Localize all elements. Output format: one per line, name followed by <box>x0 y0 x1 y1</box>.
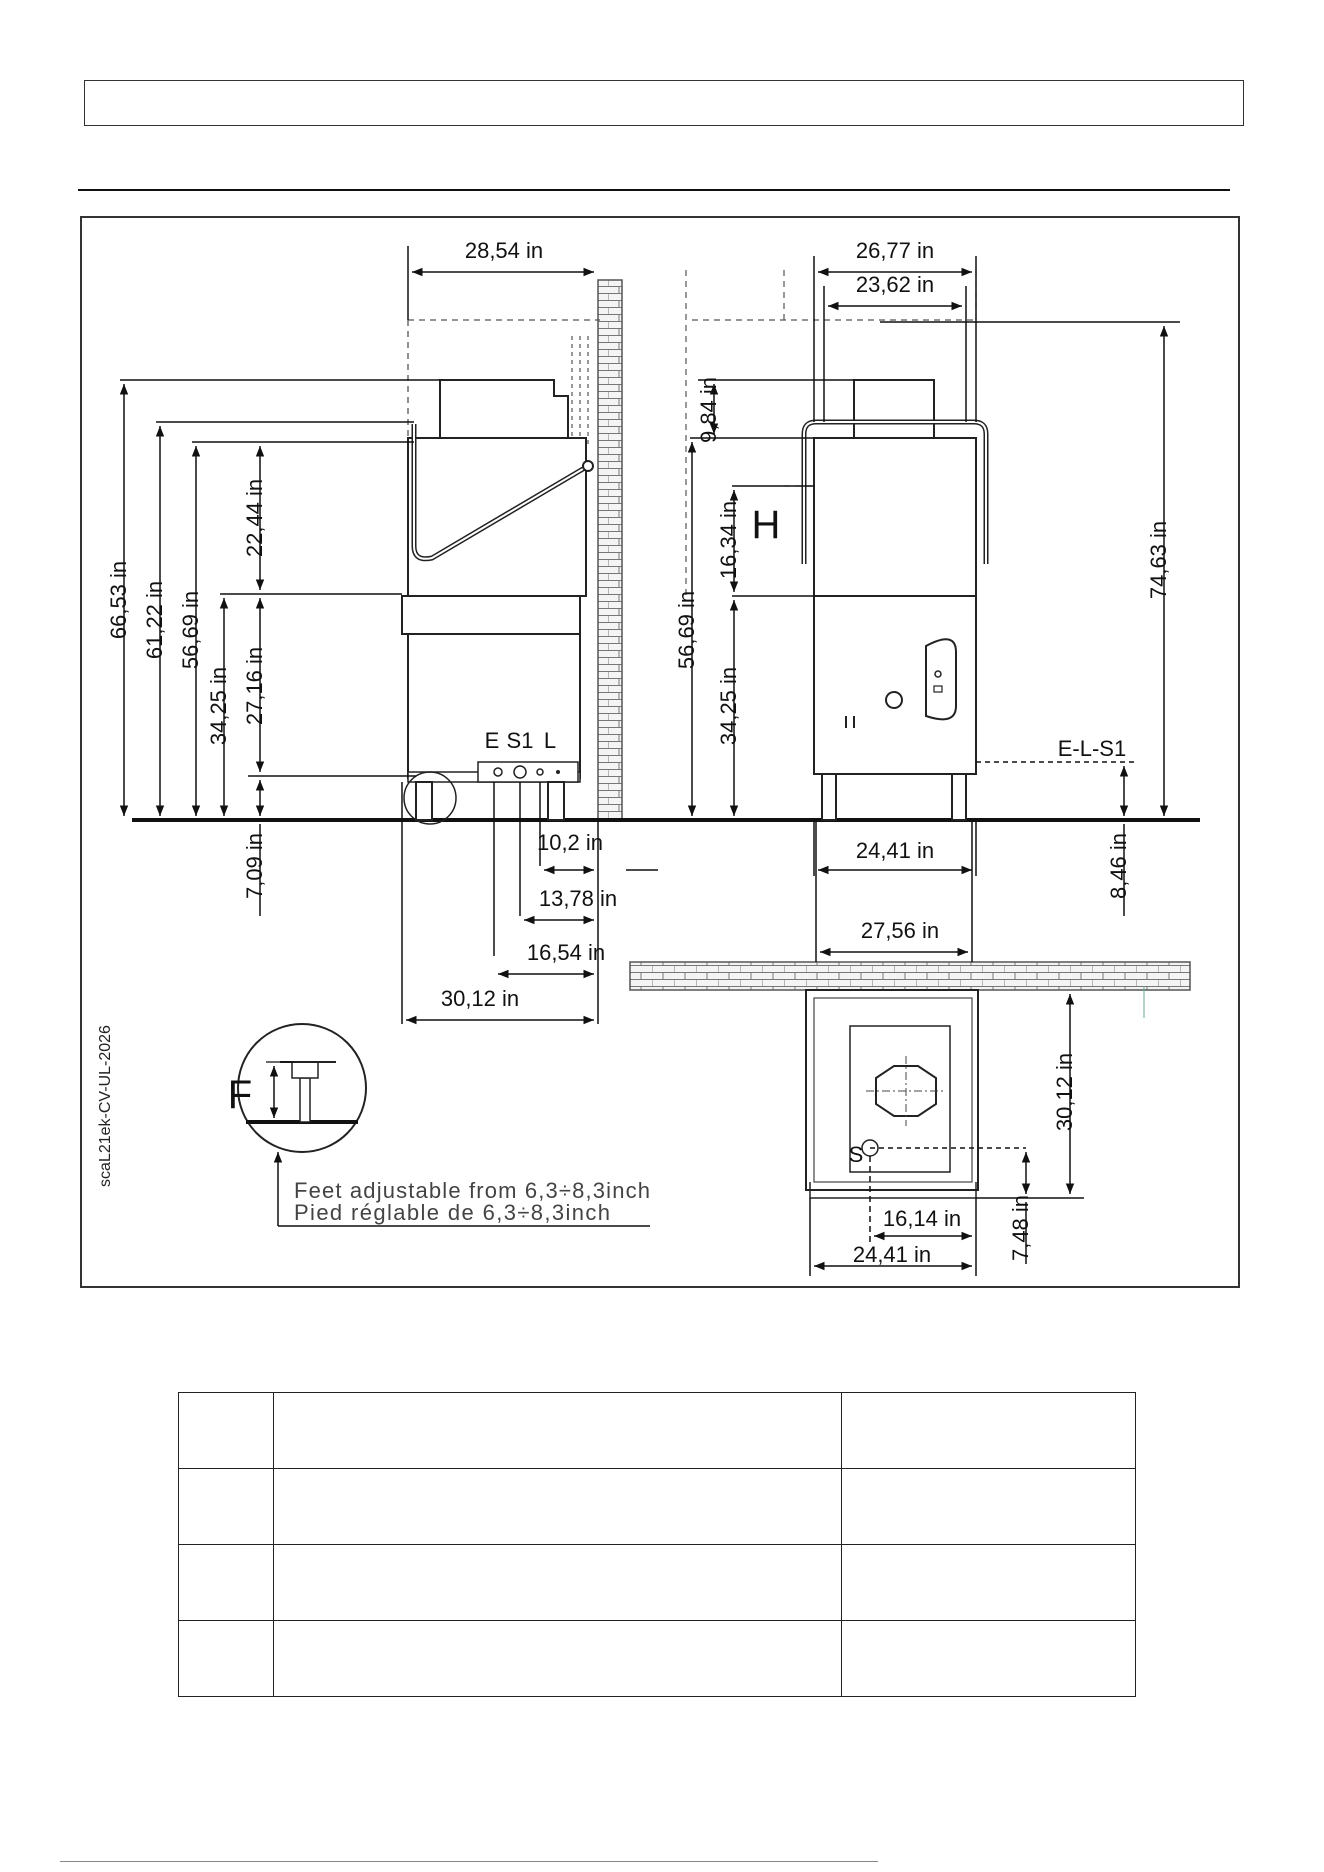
label-f: F <box>227 1073 253 1117</box>
table-cell <box>842 1545 1136 1621</box>
table-cell <box>274 1469 842 1545</box>
connection-label-l: L <box>543 728 557 753</box>
dim-plan-width: 27,56 in <box>860 918 940 943</box>
dim-front-table-height: 34,25 in <box>716 666 741 746</box>
table-cell <box>274 1621 842 1697</box>
dim-plan-drain-depth: 7,48 in <box>1008 1194 1033 1262</box>
dim-front-open-height: 74,63 in <box>1146 520 1171 600</box>
dim-front-height: 56,69 in <box>674 590 699 670</box>
table-cell <box>179 1393 274 1469</box>
label-e-l-s1: E-L-S1 <box>1057 736 1127 761</box>
diagram-svg <box>80 216 1240 1288</box>
table-row <box>179 1545 1136 1621</box>
dim-front-width-outer: 26,77 in <box>855 238 935 263</box>
table-cell <box>842 1621 1136 1697</box>
dim-plan-depth: 30,12 in <box>1052 1052 1077 1132</box>
table-cell <box>842 1393 1136 1469</box>
dim-side-l-offset: 10,2 in <box>536 830 604 855</box>
plan-wall <box>630 962 1190 990</box>
table-row <box>179 1469 1136 1545</box>
feet-note-en: Feet adjustable from 6,3÷8,3inch <box>294 1178 650 1203</box>
dim-plan-drain-offset: 16,14 in <box>882 1206 962 1231</box>
dim-side-height-table: 34,25 in <box>206 666 231 746</box>
dim-side-e-offset: 16,54 in <box>526 940 606 965</box>
dim-front-width-inner: 23,62 in <box>855 272 935 297</box>
dim-side-hood-height: 22,44 in <box>242 478 267 558</box>
header-title-box <box>84 80 1244 126</box>
label-h: H <box>751 503 781 547</box>
drawing-code: scaL21ek-CV-UL-2026 <box>97 1025 114 1187</box>
spec-table <box>178 1392 1136 1697</box>
wall <box>598 280 622 820</box>
dim-front-base-width: 24,41 in <box>855 838 935 863</box>
dimension-diagram <box>80 216 1240 1288</box>
connection-label-s1: S1 <box>506 728 534 753</box>
dim-side-depth: 30,12 in <box>440 986 520 1011</box>
table-row <box>179 1393 1136 1469</box>
table-cell <box>842 1469 1136 1545</box>
table-cell <box>179 1469 274 1545</box>
dim-side-width: 28,54 in <box>464 238 544 263</box>
footer-divider <box>60 1861 878 1862</box>
table-cell <box>274 1545 842 1621</box>
connection-label-e: E <box>484 728 500 753</box>
side-view <box>132 280 1200 824</box>
feet-note-fr: Pied réglable de 6,3÷8,3inch <box>294 1200 610 1225</box>
table-cell <box>179 1545 274 1621</box>
table-row <box>179 1621 1136 1697</box>
dim-front-connection-height: 8,46 in <box>1106 832 1131 900</box>
dim-side-height-handle: 61,22 in <box>142 580 167 660</box>
dim-side-base-height: 27,16 in <box>242 646 267 726</box>
header-divider <box>78 189 1230 191</box>
dim-side-height-total: 66,53 in <box>106 560 131 640</box>
table-cell <box>179 1621 274 1697</box>
dim-side-s1-offset: 13,78 in <box>538 886 618 911</box>
label-s: S <box>848 1142 864 1167</box>
plan-view <box>630 962 1190 1198</box>
table-cell <box>274 1393 842 1469</box>
dim-side-foot-height: 7,09 in <box>242 832 267 900</box>
dim-plan-base-width: 24,41 in <box>852 1242 932 1267</box>
dim-front-lid-height: 9,84 in <box>696 376 721 444</box>
dim-front-h-clearance: 16,34 in <box>716 500 741 580</box>
dim-side-height-hood: 56,69 in <box>178 590 203 670</box>
